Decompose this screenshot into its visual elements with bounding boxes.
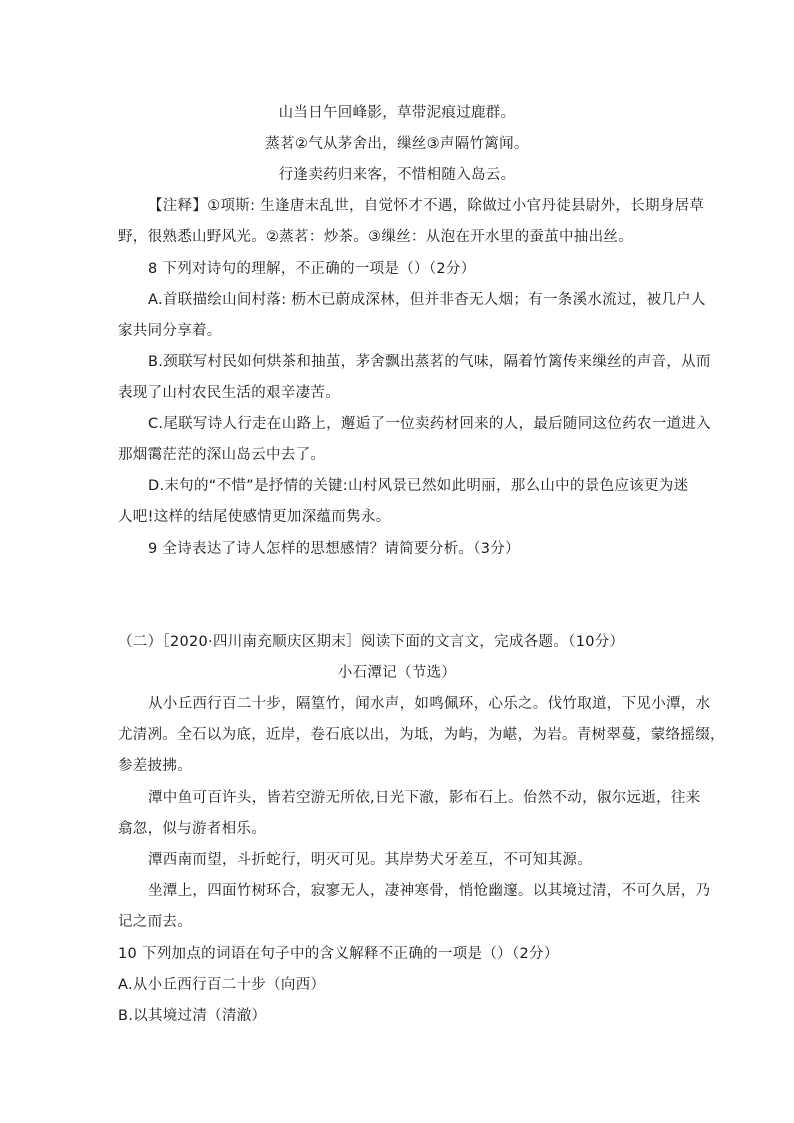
q8-option-c-line-2: 那烟霭茫茫的深山岛云中去了。 <box>118 447 326 463</box>
q8-option-a-line-2: 家共同分享着。 <box>118 323 222 339</box>
q10-option-b: B.以其境过清（清澈） <box>118 1008 267 1024</box>
passage-p4-line-2: 记之而去。 <box>118 914 192 930</box>
section-2-header: （二）［2020·四川南充顺庆区期末］阅读下面的文言文，完成各题。（10分） <box>118 634 625 650</box>
passage-title: 小石潭记（节选） <box>337 665 457 681</box>
poem-line-2: 蒸茗②气从茅舍出，缫丝③声隔竹篱闻。 <box>265 136 529 152</box>
passage-p3-line-1: 潭西南而望，斗折蛇行，明灭可见。其岸势犬牙差互，不可知其源。 <box>148 852 592 868</box>
q8-option-d-line-2: 人吧!这样的结尾使感情更加深蕴而隽永。 <box>118 509 391 525</box>
q10-option-a: A.从小丘西行百二十步（向西） <box>118 977 326 993</box>
passage-p4-line-1: 坐潭上，四面竹树环合，寂寥无人，凄神寒骨，悄怆幽邃。以其境过清，不可久居，乃 <box>148 883 711 899</box>
passage-p2-line-2: 翕忽，似与游者相乐。 <box>118 821 266 837</box>
question-10-stem: 10 下列加点的词语在句子中的含义解释不正确的一项是（）（2分） <box>118 946 559 962</box>
question-8-stem: 8 下列对诗句的理解，不正确的一项是（）（2分） <box>148 261 476 277</box>
passage-p1-line-3: 参差披拂。 <box>118 758 192 774</box>
notes-line-1: 【注释】①项斯: 生逢唐末乱世，自觉怀才不遇，除做过小官丹徒县尉外，长期身居草 <box>148 198 705 214</box>
passage-p2-line-1: 潭中鱼可百许头，皆若空游无所依,日光下澈，影布石上。佁然不动，俶尔远逝，往来 <box>148 790 701 806</box>
passage-p1-line-2: 尤清冽。全石以为底，近岸，卷石底以出，为坻，为屿，为嵁，为岩。青树翠蔓，蒙络摇缀， <box>118 727 725 743</box>
q8-option-d-line-1: D.末句的“不惜”是抒情的关键:山村风景已然如此明丽，那么山中的景色应该更为迷 <box>148 478 689 494</box>
q8-option-b-line-2: 表现了山村农民生活的艰辛凄苦。 <box>118 385 340 401</box>
q8-option-a-line-1: A.首联描绘山间村落: 枥木已蔚成深林，但并非杳无人烟；有一条溪水流过，被几户人 <box>148 292 706 308</box>
question-9-stem: 9 全诗表达了诗人怎样的思想感情？请简要分析。（3分） <box>148 541 520 557</box>
q8-option-c-line-1: C.尾联写诗人行走在山路上，邂逅了一位卖药材回来的人，最后随同这位药农一道进入 <box>148 416 711 432</box>
notes-line-2: 野，很熟悉山野风光。②蒸茗：炒茶。③缫丝：从泡在开水里的蚕茧中抽出丝。 <box>118 229 633 245</box>
passage-p1-line-1: 从小丘西行百二十步，隔篁竹，闻水声，如鸣佩环，心乐之。伐竹取道，下见小潭，水 <box>148 696 711 712</box>
poem-line-3: 行逢卖药归来客，不惜相随入岛云。 <box>278 167 516 183</box>
poem-line-1: 山当日午回峰影，草带泥痕过鹿群。 <box>278 105 516 121</box>
q8-option-b-line-1: B.颈联写村民如何烘茶和抽茧，茅舍飘出蒸茗的气味，隔着竹篱传来缫丝的声音，从而 <box>148 354 711 370</box>
